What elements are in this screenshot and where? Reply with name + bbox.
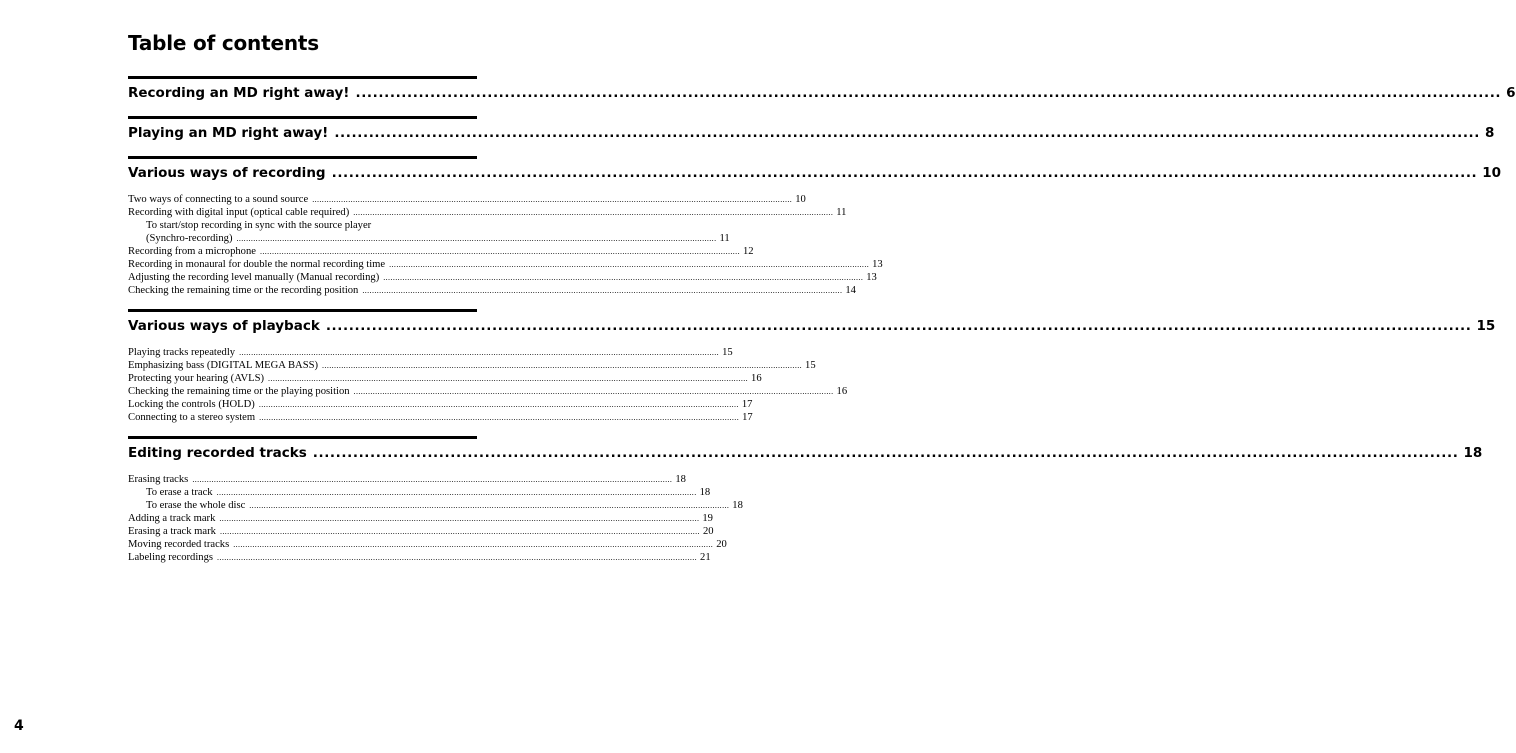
dot-leader: ........................................................................................................................................................................................................ <box>192 475 673 484</box>
entry-page-number: 10 <box>795 194 806 205</box>
section-heading[interactable] <box>128 76 1516 105</box>
dot-leader: ........................................................................................................................................................................................................ <box>219 514 700 523</box>
dot-leader: ........................................................................................................................................................................................................ <box>331 165 1478 181</box>
dot-leader: ........................................................................................................................................................................................................ <box>312 445 1459 461</box>
entry-title: Connecting to a stereo system <box>128 412 256 423</box>
entry-title: Checking the remaining time or the playing position <box>128 386 350 397</box>
entry-title: Playing tracks repeatedly <box>128 347 236 358</box>
entry-page-number: 18 <box>732 500 743 511</box>
entry-page-number: 18 <box>699 487 711 498</box>
toc-entry[interactable] <box>128 538 727 551</box>
section-heading[interactable] <box>128 309 1496 338</box>
dot-leader: ........................................................................................................................................................................................................ <box>236 234 717 243</box>
entry-title: Recording in monaural for double the normal recording time <box>128 259 386 270</box>
page-number: 4 <box>14 718 24 734</box>
toc-section <box>128 116 1495 145</box>
toc-section <box>128 309 1496 424</box>
entry-title: Erasing tracks <box>128 474 189 485</box>
dot-leader: ........................................................................................................................................................................................................ <box>334 125 1481 141</box>
dot-leader: ........................................................................................................................................................................................................ <box>355 85 1502 101</box>
section-page-number: 8 <box>1485 125 1495 141</box>
dot-leader: ........................................................................................................................................................................................................ <box>322 361 803 370</box>
toc-entry[interactable] <box>128 512 713 525</box>
section-page-number: 6 <box>1506 85 1516 101</box>
entry-page-number: 20 <box>702 526 714 537</box>
toc-entry[interactable] <box>128 525 714 538</box>
toc-entry[interactable] <box>128 372 762 385</box>
entry-page-number: 12 <box>742 246 754 257</box>
entry-page-number: 16 <box>836 386 848 397</box>
entry-page-number: 13 <box>872 259 883 270</box>
toc-entry[interactable] <box>128 398 753 411</box>
toc-entry[interactable] <box>128 271 877 284</box>
page-title: Table of contents <box>128 31 319 55</box>
section-heading[interactable] <box>128 436 1483 465</box>
entry-title: To erase the whole disc <box>146 500 246 511</box>
toc-section <box>128 156 1502 297</box>
dot-leader: ........................................................................................................................................................................................................ <box>239 348 720 357</box>
toc-section <box>128 76 1516 105</box>
toc-entry[interactable] <box>128 258 883 271</box>
table-of-contents <box>128 76 1516 564</box>
section-page-number: 18 <box>1463 445 1483 461</box>
entry-title: To erase a track <box>146 487 213 498</box>
entry-title: To start/stop recording in sync with the source player <box>146 220 372 231</box>
section-title: Various ways of playback <box>128 318 320 334</box>
dot-leader: ........................................................................................................................................................................................................ <box>219 527 700 536</box>
entry-page-number: 11 <box>836 207 847 218</box>
toc-entry[interactable] <box>128 499 743 512</box>
toc-section <box>128 436 1483 564</box>
entry-title: Emphasizing bass (DIGITAL MEGA BASS) <box>128 360 319 371</box>
dot-leader: ........................................................................................................................................................................................................ <box>259 413 740 422</box>
entry-title: Adding a track mark <box>128 513 216 524</box>
entry-title: Recording with digital input (optical cable required) <box>128 207 350 218</box>
entry-title: Recording from a microphone <box>128 246 256 257</box>
section-title: Recording an MD right away! <box>128 85 350 101</box>
entry-page-number: 16 <box>751 373 762 384</box>
entry-page-number: 20 <box>716 539 727 550</box>
dot-leader: ........................................................................................................................................................................................................ <box>258 400 739 409</box>
entry-page-number: 18 <box>675 474 686 485</box>
dot-leader: ........................................................................................................................................................................................................ <box>353 387 834 396</box>
toc-entry[interactable] <box>128 193 806 206</box>
section-page-number: 10 <box>1482 165 1502 181</box>
dot-leader: ........................................................................................................................................................................................................ <box>389 260 870 269</box>
entry-page-number: 14 <box>845 285 856 296</box>
dot-leader: ........................................................................................................................................................................................................ <box>249 501 730 510</box>
toc-entry[interactable] <box>128 245 754 258</box>
section-title: Playing an MD right away! <box>128 125 329 141</box>
entry-page-number: 19 <box>702 513 713 524</box>
section-title: Various ways of recording <box>128 165 326 181</box>
dot-leader: ........................................................................................................................................................................................................ <box>362 286 843 295</box>
entry-title: Adjusting the recording level manually (Manual recording) <box>128 272 380 283</box>
entry-title: Protecting your hearing (AVLS) <box>128 373 265 384</box>
section-page-number: 15 <box>1476 318 1496 334</box>
toc-entry[interactable] <box>128 473 686 486</box>
dot-leader: ........................................................................................................................................................................................................ <box>325 318 1472 334</box>
entry-title: Labeling recordings <box>128 552 214 563</box>
toc-entry[interactable] <box>128 385 848 398</box>
entry-page-number: 15 <box>722 347 733 358</box>
dot-leader: ........................................................................................................................................................................................................ <box>233 540 714 549</box>
entry-title: Erasing a track mark <box>128 526 216 537</box>
toc-entry[interactable] <box>128 219 477 232</box>
entry-title: Checking the remaining time or the recording position <box>128 285 359 296</box>
entry-page-number: 13 <box>866 272 877 283</box>
toc-entry[interactable] <box>128 284 856 297</box>
dot-leader: ........................................................................................................................................................................................................ <box>383 273 864 282</box>
toc-entry[interactable] <box>128 551 711 564</box>
dot-leader: ........................................................................................................................................................................................................ <box>268 374 749 383</box>
section-heading[interactable] <box>128 116 1495 145</box>
entry-list <box>128 465 743 564</box>
entry-page-number: 21 <box>700 552 711 563</box>
section-heading[interactable] <box>128 156 1502 185</box>
entry-title: Locking the controls (HOLD) <box>128 399 255 410</box>
dot-leader: ........................................................................................................................................................................................................ <box>217 553 698 562</box>
dot-leader: ........................................................................................................................................................................................................ <box>312 195 793 204</box>
toc-entry[interactable] <box>128 346 733 359</box>
entry-page-number: 17 <box>742 412 753 423</box>
entry-page-number: 11 <box>719 233 730 244</box>
entry-title: (Synchro-recording) <box>146 233 233 244</box>
entry-list <box>128 185 883 297</box>
section-title: Editing recorded tracks <box>128 445 307 461</box>
toc-entry[interactable] <box>128 486 711 499</box>
entry-page-number: 17 <box>741 399 753 410</box>
entry-title: Two ways of connecting to a sound source <box>128 194 309 205</box>
dot-leader: ........................................................................................................................................................................................................ <box>259 247 740 256</box>
entry-page-number: 15 <box>805 360 816 371</box>
dot-leader: ........................................................................................................................................................................................................ <box>353 208 834 217</box>
entry-title: Moving recorded tracks <box>128 539 230 550</box>
entry-list <box>128 338 848 424</box>
dot-leader: ........................................................................................................................................................................................................ <box>216 488 697 497</box>
toc-entry[interactable] <box>128 411 753 424</box>
toc-entry[interactable] <box>128 206 847 219</box>
toc-entry[interactable] <box>128 232 730 245</box>
toc-entry[interactable] <box>128 359 816 372</box>
